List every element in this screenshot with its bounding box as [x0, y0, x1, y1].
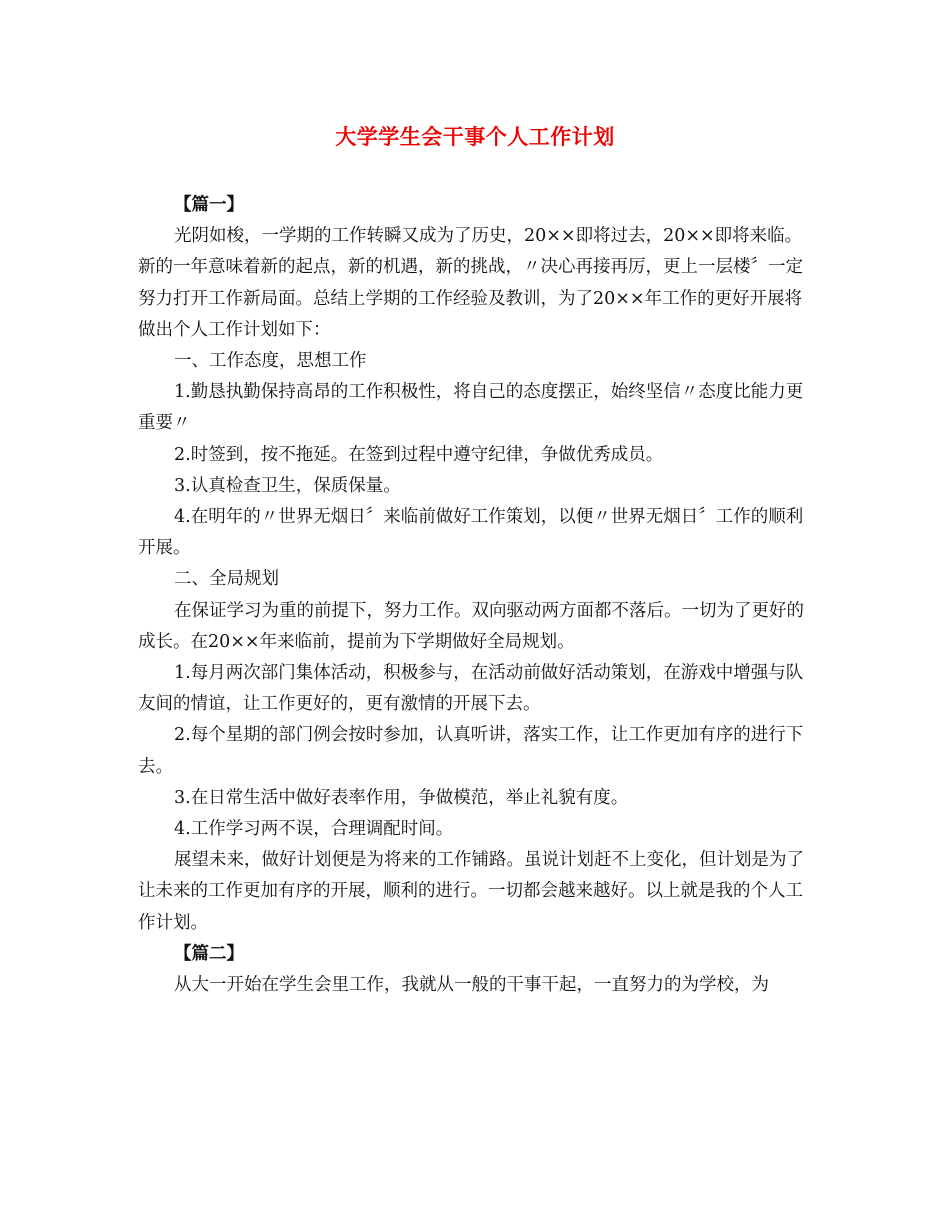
section-heading: 【篇二】	[174, 943, 244, 964]
paragraph: 4.在明年的〃世界无烟日〞来临前做好工作策划，以便〃世界无烟日〞工作的顺利开展。	[138, 507, 804, 559]
paragraph: 二、全局规划	[174, 569, 279, 590]
paragraph: 光阴如梭，一学期的工作转瞬又成为了历史，20××即将过去，20××即将来临。新的一年意味着新的起点，新的机遇，新的挑战，〃决心再接再厉，更上一层楼〞一定努力打开工作新局面。总结上学期的工作经验及教训，为了20××年工作的更好开展将做出个人工作计划如下：	[138, 226, 803, 340]
paragraph: 一、工作态度，思想工作	[174, 351, 367, 372]
paragraph: 2.每个星期的部门例会按时参加，认真听讲，落实工作，让工作更加有序的进行下去。	[138, 725, 804, 777]
paragraph: 1.每月两次部门集体活动，积极参与，在活动前做好活动策划，在游戏中增强与队友间的情谊，让工作更好的，更有激情的开展下去。	[138, 663, 804, 715]
paragraph: 从大一开始在学生会里工作，我就从一般的干事干起，一直努力的为学校，为	[174, 975, 769, 996]
document-title: 大学学生会干事个人工作计划	[335, 125, 615, 149]
paragraph: 展望未来，做好计划便是为将来的工作铺路。虽说计划赶不上变化，但计划是为了让未来的工作更加有序的开展，顺利的进行。一切都会越来越好。以上就是我的个人工作计划。	[138, 850, 804, 933]
document-body	[138, 190, 818, 1001]
paragraph: 3.认真检查卫生，保质保量。	[174, 475, 401, 496]
section-heading: 【篇一】	[174, 195, 244, 215]
paragraph: 1.勤恳执勤保持高昂的工作积极性，将自己的态度摆正，始终坚信〃态度比能力更重要〃	[138, 382, 804, 434]
paragraph: 在保证学习为重的前提下，努力工作。双向驱动两方面都不落后。一切为了更好的成长。在20××年来临前，提前为下学期做好全局规划。	[138, 600, 804, 652]
paragraph: 4.工作学习两不误，合理调配时间。	[174, 819, 454, 840]
paragraph: 3.在日常生活中做好表率作用，争做模范，举止礼貌有度。	[174, 787, 629, 808]
paragraph: 2.时签到，按不拖延。在签到过程中遵守纪律，争做优秀成员。	[174, 444, 664, 465]
